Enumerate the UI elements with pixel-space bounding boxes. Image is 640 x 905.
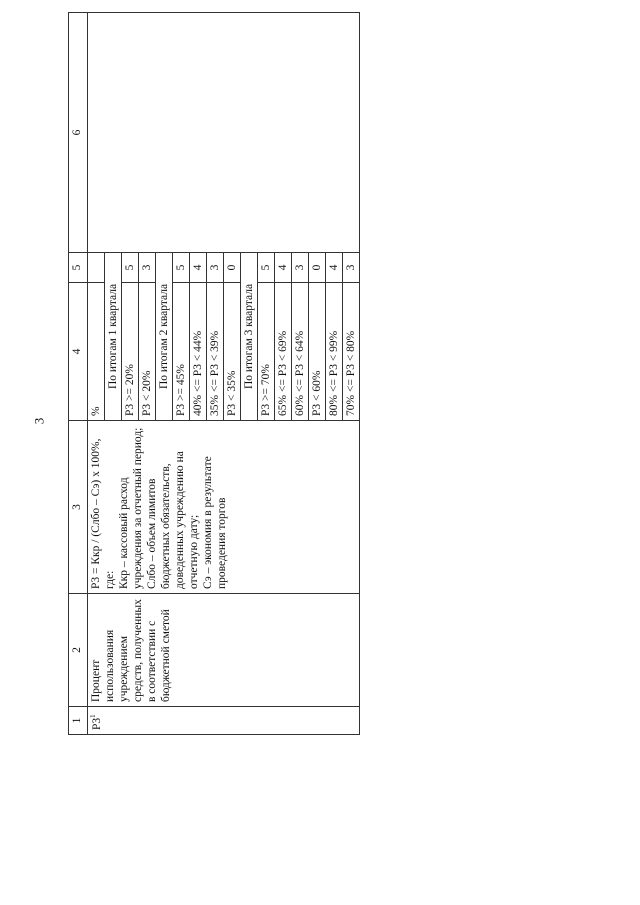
page-number: 3 xyxy=(31,417,47,425)
header-cell: 1 xyxy=(69,707,88,735)
header-cell: 5 xyxy=(69,253,88,283)
formula-line: Слбо – объем лимитов бюджетных обязательств, доведенных учреждению на отчетную дату; xyxy=(146,451,201,589)
condition-cell: 70% <= Р3 < 80% xyxy=(343,283,360,421)
section-title: По итогам 2 квартала xyxy=(156,253,173,421)
unit-cell: % xyxy=(88,283,105,421)
indicator-name: Процент использования учреждением средств, полученных в соответствии с бюджетной сметой xyxy=(88,594,360,707)
score-cell: 5 xyxy=(258,253,275,283)
score-cell: 3 xyxy=(139,253,156,283)
condition-cell: 65% <= Р3 < 69% xyxy=(275,283,292,421)
condition-cell: Р3 >= 20% xyxy=(122,283,139,421)
notes-cell xyxy=(88,13,360,253)
condition-cell: 35% <= Р3 < 39% xyxy=(207,283,224,421)
score-cell: 3 xyxy=(292,253,309,283)
condition-cell: Р3 >= 45% xyxy=(173,283,190,421)
table-rotated xyxy=(68,13,556,735)
header-row xyxy=(69,13,88,735)
formula-line: Р3 = Ккр / (Слбо – Сэ) х 100%, где: xyxy=(90,438,117,589)
condition-cell: 60% <= Р3 < 64% xyxy=(292,283,309,421)
condition-cell: Р3 < 20% xyxy=(139,283,156,421)
condition-cell: 80% <= Р3 < 99% xyxy=(326,283,343,421)
score-cell: 4 xyxy=(275,253,292,283)
condition-cell: 40% <= Р3 < 44% xyxy=(190,283,207,421)
score-cell: 3 xyxy=(343,253,360,283)
formula-line: Сэ – экономия в результате проведения торгов xyxy=(202,456,229,589)
score-cell: 5 xyxy=(122,253,139,283)
condition-cell: Р3 < 60% xyxy=(309,283,326,421)
indicator-formula xyxy=(88,421,360,594)
score-cell xyxy=(88,253,105,283)
condition-cell: Р3 >= 70% xyxy=(258,283,275,421)
condition-cell: Р3 < 35% xyxy=(224,283,241,421)
score-cell: 4 xyxy=(326,253,343,283)
formula-line: Ккр – кассовый расход учреждения за отчетный период; xyxy=(118,427,145,589)
indicator-code-footnote: 1 xyxy=(89,714,97,718)
score-cell: 0 xyxy=(224,253,241,283)
section-title: По итогам 3 квартала xyxy=(241,253,258,421)
score-cell: 3 xyxy=(207,253,224,283)
table-frame xyxy=(68,13,556,735)
header-cell: 2 xyxy=(69,594,88,707)
header-cell: 3 xyxy=(69,421,88,594)
indicator-code xyxy=(88,707,360,735)
score-cell: 5 xyxy=(173,253,190,283)
criteria-table xyxy=(68,12,360,735)
indicator-code-text: Р3 xyxy=(90,717,103,730)
score-cell: 0 xyxy=(309,253,326,283)
header-cell: 4 xyxy=(69,283,88,421)
section-title: По итогам 1 квартала xyxy=(105,253,122,421)
header-cell: 6 xyxy=(69,13,88,253)
score-cell: 4 xyxy=(190,253,207,283)
table-row xyxy=(88,13,105,735)
